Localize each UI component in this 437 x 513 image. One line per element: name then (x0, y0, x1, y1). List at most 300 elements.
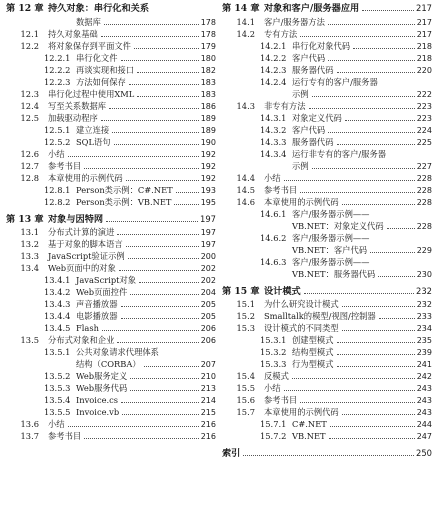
toc-entry-number: 13.7 (20, 431, 39, 441)
toc-page-number: 180 (200, 53, 216, 63)
toc-page-number: 223 (416, 101, 432, 111)
toc-entry-title: 服务器代码 (292, 136, 334, 147)
toc-entry-title: 客户/服务器方法 (264, 16, 325, 27)
toc-entry-number: 12.7 (20, 160, 39, 171)
dot-leader (134, 48, 199, 49)
toc-section-entry-13-3[interactable] (6, 250, 216, 262)
dot-leader (362, 10, 414, 11)
toc-page-number: 197 (200, 213, 216, 224)
toc-entry-number: 14.3.3 (260, 136, 287, 147)
toc-entry-number: 14.3.1 (260, 112, 287, 123)
toc-entry-title: Web页面中的对象 (48, 263, 116, 273)
toc-page-number: 242 (416, 372, 432, 381)
toc-entry-number: 14.2.1 (260, 40, 287, 51)
toc-entry-title: 数据库 (76, 16, 101, 27)
dot-leader (342, 306, 415, 307)
toc-entry-title: 持久对象：串行化和关系 (48, 3, 150, 14)
dot-leader (300, 36, 415, 37)
toc-entry-title: 非专有方法 (264, 100, 306, 111)
toc-section-entry-14-3[interactable] (222, 100, 432, 112)
toc-entry-title: 客户代码 (292, 52, 326, 63)
toc-page-number: 210 (200, 372, 216, 381)
toc-entry-title: VB.NET：服务器代码 (292, 268, 376, 279)
toc-entry-title: 示例 (292, 88, 309, 99)
toc-page-number: 202 (200, 276, 216, 285)
toc-page-number: 202 (200, 264, 216, 273)
toc-subsection-entry-12-8-2[interactable] (6, 196, 216, 208)
toc-page-number: 228 (416, 197, 432, 207)
toc-page-number: 195 (200, 197, 216, 207)
dot-leader (114, 144, 199, 145)
toc-entry-number: 15.2 (236, 311, 255, 321)
toc-page-number: 207 (200, 360, 216, 369)
toc-entry-continuation[interactable] (222, 160, 432, 172)
toc-entry-number: 12.2.2 (44, 64, 71, 75)
toc-entry-title: 反模式 (264, 371, 289, 381)
toc-entry-title: C#.NET (292, 419, 327, 429)
toc-entry-title: Smalltalk的模型/视图/控制器 (264, 311, 376, 321)
toc-section-entry-15-4[interactable] (222, 370, 432, 382)
dot-leader (337, 72, 415, 73)
toc-entry-title: 将对象保存到平面文件 (48, 40, 131, 51)
toc-section-entry-13-6[interactable] (6, 418, 216, 430)
toc-page-number: 183 (200, 89, 216, 99)
dot-leader (337, 354, 415, 355)
dot-leader (117, 342, 198, 343)
toc-entry-number: 12.3 (20, 88, 39, 99)
toc-chapter-heading-12[interactable] (6, 2, 216, 16)
toc-subsection-entry-14-2-2[interactable] (222, 52, 432, 64)
toc-entry-number: 14.3 (236, 100, 255, 111)
toc-entry-number: 12.2.1 (44, 52, 71, 63)
toc-page-number: 220 (416, 65, 432, 75)
dot-leader (119, 270, 199, 271)
dot-leader (387, 228, 415, 229)
dot-leader (106, 221, 198, 222)
toc-column-left (6, 0, 216, 442)
dot-leader (130, 390, 198, 391)
toc-subsection-entry-14-6-3[interactable] (222, 256, 432, 268)
toc-entry-number: 14.6.3 (260, 256, 287, 267)
toc-page-number: 179 (200, 41, 216, 51)
toc-entry-title: SQL语句 (76, 136, 111, 147)
toc-section-entry-12-6[interactable] (6, 148, 216, 160)
toc-entry-continuation[interactable] (6, 358, 216, 370)
toc-entry-title: Invoice.vb (76, 407, 120, 417)
toc-page-number: 229 (416, 245, 432, 255)
dot-leader (353, 48, 415, 49)
toc-entry-number: 14.1 (236, 16, 255, 27)
toc-subsection-entry-13-4-4[interactable] (6, 310, 216, 322)
dot-leader (129, 84, 199, 85)
toc-entry-number: 12.5.2 (44, 136, 71, 147)
toc-entry-title: Flash (76, 323, 99, 333)
toc-subsection-entry-14-2-3[interactable] (222, 64, 432, 76)
toc-entry-title: Person类示例：C#.NET (76, 184, 173, 195)
toc-page-number: 235 (416, 336, 432, 345)
toc-page-number: 241 (416, 360, 432, 369)
toc-subsection-entry-12-2-2[interactable] (6, 64, 216, 76)
toc-subsection-entry-12-2-1[interactable] (6, 52, 216, 64)
toc-entry-title: 声音播放器 (76, 299, 118, 309)
toc-entry-title: Web页面控件 (76, 287, 128, 297)
toc-entry-number: 15.7.1 (260, 419, 287, 429)
toc-section-entry-15-7[interactable] (222, 406, 432, 418)
toc-section-entry-12-3[interactable] (6, 88, 216, 100)
toc-page-number: 206 (200, 324, 216, 333)
toc-page-number: 244 (416, 420, 432, 429)
dot-leader (284, 390, 415, 391)
toc-subsection-entry-13-4-2[interactable] (6, 286, 216, 298)
dot-leader (312, 96, 415, 97)
toc-page-number: 228 (416, 221, 432, 231)
toc-subsection-entry-14-3-3[interactable] (222, 136, 432, 148)
toc-entry-title: 设计模式的不同类型 (264, 323, 339, 333)
toc-section-entry-12-2[interactable] (6, 40, 216, 52)
toc-section-entry-14-4[interactable] (222, 172, 432, 184)
dot-leader (102, 330, 199, 331)
toc-entry-title: 串行化过程中使用XML (48, 88, 135, 99)
toc-subsection-entry-15-7-2[interactable] (222, 430, 432, 442)
toc-page-number: 228 (416, 173, 432, 183)
toc-entry-title: 写至关系数据库 (48, 100, 107, 111)
toc-page-number: 192 (200, 161, 216, 171)
toc-section-entry-12-4[interactable] (6, 100, 216, 112)
toc-section-entry-13-4[interactable] (6, 262, 216, 274)
toc-entry-title: 对象定义代码 (292, 112, 342, 123)
toc-page-number: 182 (200, 65, 216, 75)
toc-entry-title: 建立连接 (76, 124, 110, 135)
toc-entry-title: Web服务代码 (76, 383, 128, 393)
toc-index-entry[interactable] (222, 447, 432, 461)
dot-leader (112, 132, 199, 133)
toc-page-number: 228 (416, 185, 432, 195)
toc-entry-number: 14.6.1 (260, 208, 287, 219)
toc-entry-continuation[interactable] (222, 268, 432, 280)
dot-leader (176, 192, 199, 193)
toc-section-entry-13-5[interactable] (6, 334, 216, 346)
dot-leader (328, 60, 415, 61)
toc-subsection-entry-15-3-3[interactable] (222, 358, 432, 370)
toc-page-number: 250 (416, 448, 432, 458)
toc-page-number: 189 (200, 113, 216, 123)
dot-leader (130, 294, 198, 295)
toc-entry-number: 13.4.3 (44, 299, 71, 309)
toc-entry-continuation[interactable] (6, 16, 216, 28)
dot-leader (345, 120, 415, 121)
toc-subsection-entry-14-3-2[interactable] (222, 124, 432, 136)
toc-entry-title: 再谈实现和接口 (76, 64, 135, 75)
toc-entry-number: 15.4 (236, 371, 255, 381)
toc-entry-number: 13.5.1 (44, 347, 71, 357)
toc-entry-number: 14.3.4 (260, 148, 287, 159)
toc-entry-title: 本章使用的示例代码 (264, 407, 339, 417)
dot-leader (378, 276, 414, 277)
toc-page-number: 243 (416, 384, 432, 393)
dot-leader (328, 24, 415, 25)
dot-leader (109, 108, 199, 109)
toc-entry-title: 电影播放器 (76, 311, 118, 321)
toc-entry-number: 13.2 (20, 239, 39, 249)
toc-entry-title: 本章使用的示例代码 (264, 196, 339, 207)
toc-section-entry-12-8[interactable] (6, 172, 216, 184)
toc-page-number: 197 (200, 228, 216, 237)
toc-page-number: 215 (200, 408, 216, 417)
dot-leader (121, 402, 199, 403)
toc-subsection-entry-14-2-4[interactable] (222, 76, 432, 88)
dot-leader (328, 132, 415, 133)
toc-entry-title: 专有方法 (264, 28, 298, 39)
toc-entry-number: 12.8.2 (44, 196, 71, 207)
toc-entry-title: 示例 (292, 160, 309, 171)
toc-page-number: 243 (416, 408, 432, 417)
toc-entry-title: 参考书目 (48, 431, 82, 441)
toc-entry-number: 15.6 (236, 395, 255, 405)
toc-subsection-entry-15-3-1[interactable] (222, 334, 432, 346)
toc-subsection-entry-14-3-4[interactable] (222, 148, 432, 160)
toc-section-entry-14-5[interactable] (222, 184, 432, 196)
toc-entry-number: 12.6 (20, 148, 39, 159)
dot-leader (144, 366, 199, 367)
toc-page-number: 222 (416, 89, 432, 99)
toc-entry-number: 13.5.3 (44, 383, 71, 393)
toc-entry-title: 小结 (48, 148, 65, 159)
toc-page-number: 216 (200, 432, 216, 441)
toc-subsection-entry-12-5-1[interactable] (6, 124, 216, 136)
toc-page-number: 192 (200, 149, 216, 159)
dot-leader (337, 366, 415, 367)
dot-leader (342, 414, 415, 415)
toc-page-number: 217 (416, 17, 432, 27)
dot-leader (139, 282, 199, 283)
toc-entry-title: 行为型模式 (292, 359, 334, 369)
toc-page-number: 217 (416, 3, 432, 13)
toc-page-number: 218 (416, 53, 432, 63)
toc-entry-number: 第 15 章 (222, 285, 260, 297)
toc-entry-number: 13.5 (20, 335, 39, 345)
toc-entry-title: 串行化对象代码 (292, 40, 351, 51)
toc-entry-title: 分布式计算的演进 (48, 227, 115, 237)
toc-section-entry-12-5[interactable] (6, 112, 216, 124)
toc-entry-title: 运行非专有的客户/服务器 (292, 148, 387, 159)
toc-subsection-entry-13-5-4[interactable] (6, 394, 216, 406)
toc-subsection-entry-14-6-2[interactable] (222, 232, 432, 244)
toc-subsection-entry-15-3-2[interactable] (222, 346, 432, 358)
toc-entry-title: 客户/服务器示例—— (292, 208, 370, 219)
toc-entry-title: 参考书目 (264, 395, 298, 405)
toc-subsection-entry-13-4-3[interactable] (6, 298, 216, 310)
toc-entry-title: 基于对象的脚本语言 (48, 239, 123, 249)
dot-leader (309, 108, 415, 109)
toc-entry-number: 12.5.1 (44, 124, 71, 135)
dot-leader (284, 180, 415, 181)
toc-page-number: 233 (416, 312, 432, 321)
dot-leader (137, 72, 199, 73)
toc-section-entry-15-6[interactable] (222, 394, 432, 406)
toc-page-number: 193 (200, 185, 216, 195)
toc-entry-number: 14.4 (236, 172, 255, 183)
toc-section-entry-13-1[interactable] (6, 226, 216, 238)
toc-entry-title: VB.NET (292, 431, 326, 441)
toc-entry-number: 15.3.2 (260, 347, 287, 357)
toc-section-entry-14-2[interactable] (222, 28, 432, 40)
dot-leader (121, 306, 199, 307)
toc-page-number: 192 (200, 173, 216, 183)
toc-page-number: 186 (200, 101, 216, 111)
toc-entry-number: 13.4.1 (44, 275, 71, 285)
toc-entry-title: Web服务定义 (76, 371, 128, 381)
toc-entry-title: 参考书目 (48, 160, 82, 171)
toc-section-entry-14-1[interactable] (222, 16, 432, 28)
toc-section-entry-14-6[interactable] (222, 196, 432, 208)
toc-entry-number: 14.2 (236, 28, 255, 39)
toc-page-number: 227 (416, 161, 432, 171)
dot-leader (292, 378, 415, 379)
toc-entry-number: 12.8.1 (44, 184, 71, 195)
toc-page-number: 224 (416, 125, 432, 135)
dot-leader (243, 455, 414, 456)
toc-section-entry-15-3[interactable] (222, 322, 432, 334)
toc-entry-number: 14.6 (236, 196, 255, 207)
toc-entry-title: 结构型模式 (292, 347, 334, 357)
toc-subsection-entry-13-5-3[interactable] (6, 382, 216, 394)
dot-leader (117, 234, 198, 235)
toc-section-entry-15-2[interactable] (222, 310, 432, 322)
toc-entry-number: 13.4.5 (44, 323, 71, 333)
dot-leader (68, 156, 199, 157)
toc-section-entry-13-7[interactable] (6, 430, 216, 442)
toc-entry-title: 小结 (264, 172, 281, 183)
toc-entry-number: 14.2.2 (260, 52, 287, 63)
toc-section-entry-15-5[interactable] (222, 382, 432, 394)
toc-page-number: 225 (416, 137, 432, 147)
toc-subsection-entry-12-2-3[interactable] (6, 76, 216, 88)
toc-entry-title: 创建型模式 (292, 335, 334, 345)
dot-leader (101, 36, 199, 37)
toc-page-number: 217 (416, 29, 432, 39)
dot-leader (121, 318, 199, 319)
toc-subsection-entry-14-6-1[interactable] (222, 208, 432, 220)
toc-entry-number: 12.5 (20, 112, 39, 123)
dot-leader (337, 342, 415, 343)
toc-entry-continuation[interactable] (222, 220, 432, 232)
toc-entry-title: 本章使用的示例代码 (48, 172, 123, 183)
toc-section-entry-12-1[interactable] (6, 28, 216, 40)
dot-leader (312, 168, 415, 169)
toc-entry-title: 参考书目 (264, 184, 298, 195)
dot-leader (84, 168, 199, 169)
toc-section-entry-12-7[interactable] (6, 160, 216, 172)
dot-leader (174, 204, 198, 205)
toc-entry-number: 12.8 (20, 172, 39, 183)
toc-page-number: 232 (416, 285, 432, 296)
toc-subsection-entry-12-5-2[interactable] (6, 136, 216, 148)
dot-leader (379, 318, 415, 319)
toc-page-number: 213 (200, 384, 216, 393)
dot-leader (104, 24, 199, 25)
toc-subsection-entry-13-5-5[interactable] (6, 406, 216, 418)
toc-entry-title: Person类示例：VB.NET (76, 196, 172, 207)
dot-leader (130, 378, 198, 379)
toc-subsection-entry-14-2-1[interactable] (222, 40, 432, 52)
toc-page-number: 205 (200, 312, 216, 321)
toc-entry-title: 公共对象请求代理体系 (76, 347, 159, 357)
dot-leader (370, 252, 415, 253)
toc-page-number: 200 (200, 252, 216, 261)
dot-leader (84, 438, 199, 439)
dot-leader (300, 402, 415, 403)
toc-entry-title: 方法如何保存 (76, 76, 126, 87)
toc-page-number: 232 (416, 300, 432, 309)
toc-entry-continuation[interactable] (222, 244, 432, 256)
toc-subsection-entry-14-3-1[interactable] (222, 112, 432, 124)
toc-page-number: 206 (200, 336, 216, 345)
toc-entry-number: 第 12 章 (6, 3, 44, 14)
dot-leader (126, 246, 199, 247)
toc-entry-number: 15.7 (236, 407, 255, 417)
toc-entry-number: 15.3.3 (260, 359, 287, 369)
toc-entry-number: 14.6.2 (260, 232, 287, 243)
dot-leader (342, 204, 415, 205)
toc-entry-title: 对象和客户/服务器应用 (264, 3, 360, 14)
toc-subsection-entry-13-5-1[interactable] (6, 346, 216, 358)
toc-entry-title: VB.NET：对象定义代码 (292, 220, 384, 231)
toc-subsection-entry-13-4-5[interactable] (6, 322, 216, 334)
toc-entry-title: JavaScript验证示例 (48, 251, 125, 261)
toc-page-number: 218 (416, 41, 432, 51)
toc-page-number: 204 (200, 288, 216, 297)
toc-entry-title: 客户/服务器示例—— (292, 232, 370, 243)
dot-leader (121, 60, 199, 61)
dot-leader (300, 192, 415, 193)
dot-leader (337, 144, 415, 145)
toc-chapter-heading-13[interactable] (6, 213, 216, 227)
dot-leader (101, 120, 199, 121)
toc-entry-number: 15.3.1 (260, 335, 287, 345)
toc-entry-title: 客户代码 (292, 124, 326, 135)
toc-entry-title: VB.NET：客户代码 (292, 244, 368, 255)
toc-subsection-entry-12-8-1[interactable] (6, 184, 216, 196)
toc-entry-title: 对象与因特网 (48, 213, 104, 225)
toc-entry-title: 分布式对象和企业 (48, 335, 115, 345)
toc-page-number: 234 (416, 324, 432, 333)
toc-entry-title: 串行化文件 (76, 52, 118, 63)
toc-section-entry-13-2[interactable] (6, 238, 216, 250)
toc-section-entry-15-1[interactable] (222, 298, 432, 310)
toc-subsection-entry-13-4-1[interactable] (6, 274, 216, 286)
toc-entry-number: 14.2.4 (260, 76, 287, 87)
toc-entry-title: 索引 (222, 448, 241, 459)
toc-entry-number: 12.1 (20, 28, 39, 39)
toc-entry-number: 13.4.4 (44, 311, 71, 321)
toc-chapter-heading-15[interactable] (222, 285, 432, 299)
dot-leader (128, 258, 199, 259)
toc-chapter-heading-14[interactable] (222, 2, 432, 16)
toc-subsection-entry-13-5-2[interactable] (6, 370, 216, 382)
dot-leader (342, 330, 415, 331)
toc-subsection-entry-15-7-1[interactable] (222, 418, 432, 430)
toc-entry-continuation[interactable] (222, 88, 432, 100)
toc-entry-number: 15.1 (236, 299, 255, 309)
toc-column-right (222, 0, 432, 461)
toc-page-number: 190 (200, 137, 216, 147)
toc-entry-number: 第 14 章 (222, 3, 260, 14)
toc-entry-number: 13.6 (20, 419, 39, 429)
toc-entry-title: 设计模式 (264, 285, 301, 297)
toc-entry-number: 14.3.2 (260, 124, 287, 135)
toc-entry-title: 持久对象基础 (48, 28, 98, 39)
toc-entry-title: 运行专有的客户/服务器 (292, 76, 378, 87)
